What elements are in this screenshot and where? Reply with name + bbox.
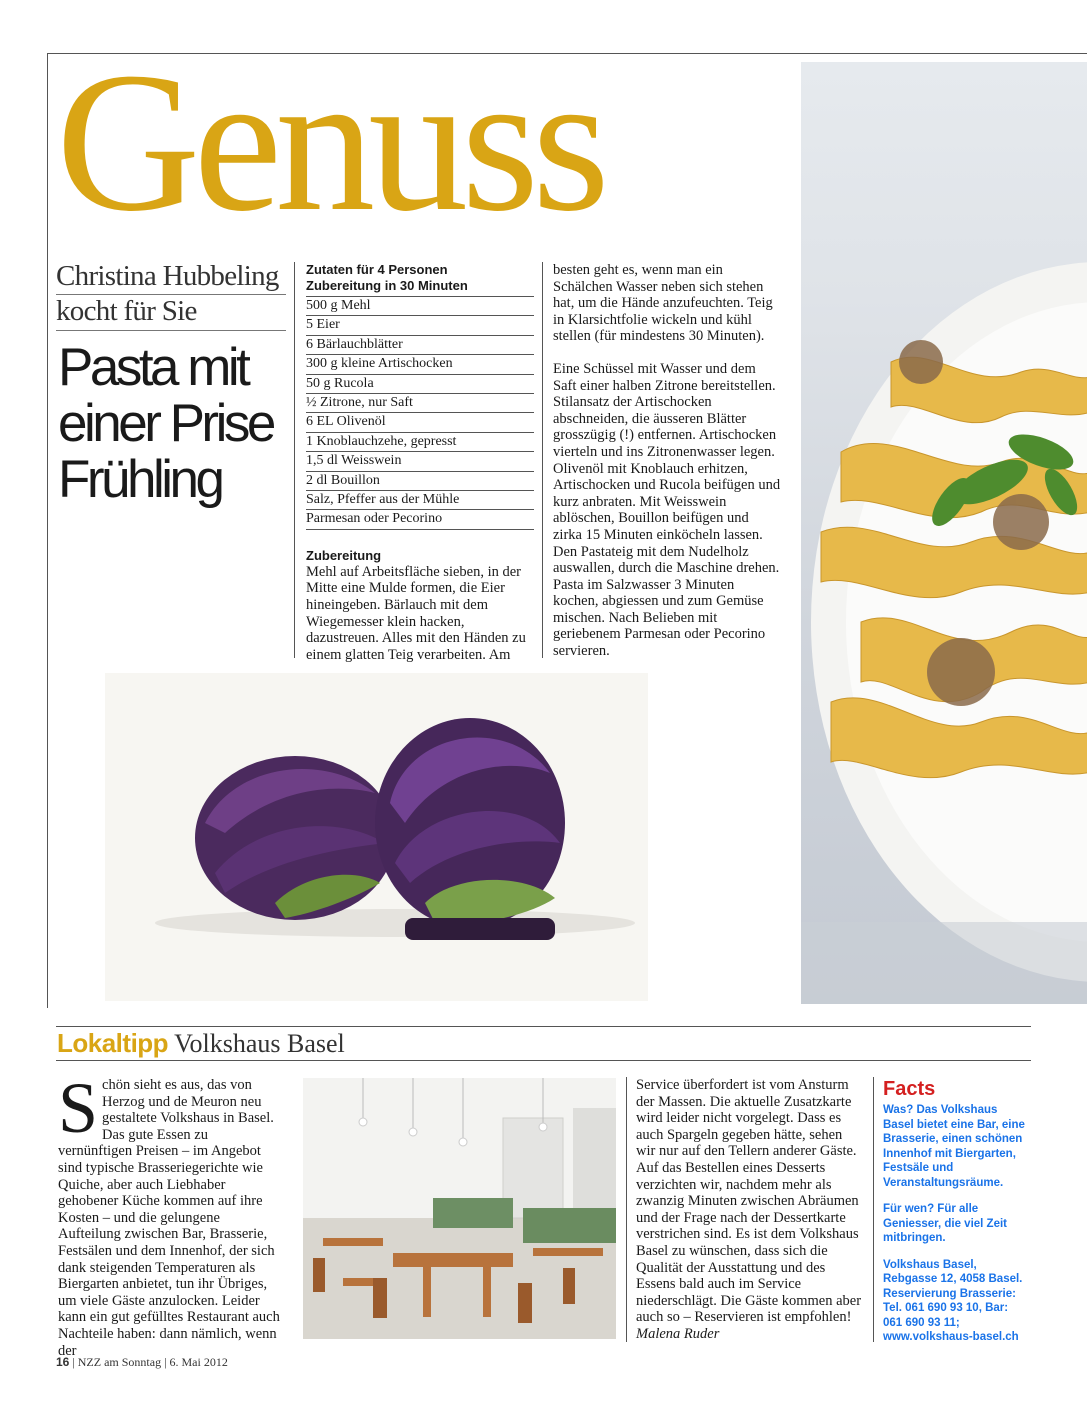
ingredient-item: Parmesan oder Pecorino <box>306 510 534 529</box>
facts-address-line: Volkshaus Basel, Rebgasse 12, 4058 Basel. <box>883 1258 1023 1285</box>
lokaltipp-text-body: Service überfordert ist vom Ansturm der Massen. Die aktuelle Zusatzkarte wird leider nicht vorgelegt. Dass es auch Spargeln gegeben hätte, sehen wir nur auf den Tellern anderer Gäste. Auf das Bestellen eines Desserts verzichten wir, nachdem mehr als zwanzig Minuten zwischen Abräumen und der Frage nach der Dessertkarte verstrichen sind. Es ist dem Volkshaus Basel zu wünschen, dass sich die Qualität der Ausstattung und des Essens bald auch im Service niederschlägt. Die Gäste kommen aber auch so – Reservieren ist empfohlen! <box>636 1077 862 1326</box>
prep-column <box>553 262 781 660</box>
ingredient-item: 6 EL Olivenöl <box>306 413 534 432</box>
lokaltipp-title <box>57 1028 345 1059</box>
lokaltipp-column-1 <box>58 1068 282 1359</box>
ingredients-time: Zubereitung in 30 Minuten <box>306 278 468 293</box>
publication-date: 6. Mai 2012 <box>169 1355 228 1369</box>
prep-heading: Zubereitung <box>306 547 382 563</box>
ingredients-heading: Zutaten für 4 Personen <box>306 262 448 277</box>
section-masthead: Genuss <box>56 32 603 253</box>
pasta-photo <box>801 62 1087 1004</box>
ingredient-item: 500 g Mehl <box>306 297 534 316</box>
column-rule <box>626 1077 627 1342</box>
author-name: Christina Hubbeling <box>56 260 286 295</box>
column-rule <box>294 262 295 658</box>
restaurant-photo <box>303 1078 616 1339</box>
lokaltipp-author: Malena Ruder <box>636 1325 720 1342</box>
footer-separator: | <box>72 1355 75 1369</box>
author-subline: kocht für Sie <box>56 295 286 331</box>
facts-phone-line: Reservierung Brasserie: Tel. 061 690 93 10, Bar: 061 690 93 11; <box>883 1287 1016 1329</box>
ingredient-item: ½ Zitrone, nur Saft <box>306 394 534 413</box>
ingredient-item: 6 Bärlauchblätter <box>306 336 534 355</box>
ingredient-item: 2 dl Bouillon <box>306 472 534 491</box>
author-block <box>56 260 286 331</box>
headline-line: Pasta mit <box>58 338 248 397</box>
headline-line: einer Prise <box>58 394 273 453</box>
lokaltipp-venue: Volkshaus Basel <box>174 1029 345 1058</box>
lokaltipp-kicker: Lokaltipp <box>57 1028 169 1058</box>
ingredients-column <box>306 262 534 663</box>
ingredient-item: 50 g Rucola <box>306 375 534 394</box>
article-headline <box>58 340 298 508</box>
page-footer <box>56 1355 228 1370</box>
publication-name: NZZ am Sonntag <box>77 1355 162 1369</box>
ingredient-item: 300 g kleine Artischocken <box>306 355 534 374</box>
facts-what: Was? Das Volkshaus Basel bietet eine Bar, eine Brasserie, einen schönen Innenhof mit Biergarten, Festsäle und Veranstaltungsräume. <box>883 1104 1025 1189</box>
ingredient-item: 1 Knoblauchzehe, gepresst <box>306 433 534 452</box>
prep-text: besten geht es, wenn man ein Schälchen Wasser neben sich stehen hat, um die Hände anzufeuchten. Teig in Klarsichtfolie wickeln und kühl stellen (für mindestens 30 Minuten). <box>553 262 773 345</box>
lokaltipp-text: chön sieht es aus, das von Herzog und de Meuron neu gestaltete Volkshaus in Basel. Das gute Essen zu vernünftigen Preisen – im Angebot sind typische Brasseriegerichte wie Quiche, aber auch Liebhaber gehobener Küche kommen auf ihre Kosten – und die gelungene Aufteilung zwischen Bar, Brasserie, Festsälen und dem Innenhof, der sich dank steigenden Temperaturen als Biergarten anbietet, tun ihr Übriges, um viele Gäste anzulocken. Leider kann ein gut gefülltes Restaurant auch Nachteile haben: dann nämlich, wenn der <box>58 1077 280 1359</box>
lokaltipp-column-3 <box>636 1077 862 1343</box>
ingredients-list <box>306 296 534 530</box>
artichoke-photo <box>105 673 648 1001</box>
ingredient-item: 1,5 dl Weisswein <box>306 452 534 471</box>
facts-heading: Facts <box>883 1078 936 1100</box>
facts-box <box>883 1077 1029 1345</box>
lokaltipp-text <box>636 1077 862 1343</box>
facts-who: Für wen? Für alle Geniesser, die viel Zeit mitbringen. <box>883 1203 1008 1244</box>
section-rule <box>56 1026 1031 1027</box>
dropcap: S <box>58 1068 99 1148</box>
facts-address <box>883 1258 1029 1345</box>
ingredient-item: Salz, Pfeffer aus der Mühle <box>306 491 534 510</box>
prep-text: Eine Schüssel mit Wasser und dem Saft einer halben Zitrone bereitstellen. Stilansatz der Artischocken abschneiden, die äusseren Blätter grosszügig (!) entfernen. Artischocken vierteln und ins Zitronenwasser legen. Olivenöl mit Knoblauch erhitzen, Artischocken und Rucola beifügen und kurz anbraten. Mit Weisswein ablöschen, Bouillon beifügen und zirka 15 Minuten einköcheln lassen. Den Pastateig mit dem Nudelholz auswallen, durch die Maschine drehen. Pasta im Salzwasser 3 Minuten kochen, abgiessen und zum Gemüse mischen. Nach Belieben mit geriebenem Parmesan oder Pecorino servieren. <box>553 360 781 660</box>
headline-line: Frühling <box>58 450 222 509</box>
ingredient-item: 5 Eier <box>306 316 534 335</box>
column-rule <box>873 1077 874 1342</box>
left-rule <box>47 53 48 1008</box>
prep-text: Mehl auf Arbeitsfläche sieben, in der Mitte eine Mulde formen, die Eier hineingeben. Bärlauch mit dem Wiegemesser klein hacken, dazustreuen. Alles mit den Händen zu einem glatten Teig verarbeiten. Am <box>306 563 526 663</box>
column-rule <box>542 262 543 658</box>
section-rule <box>56 1060 1031 1061</box>
facts-website-link[interactable]: www.volkshaus-basel.ch <box>883 1331 1019 1343</box>
footer-separator: | <box>164 1355 167 1369</box>
page-number: 16 <box>56 1355 70 1369</box>
